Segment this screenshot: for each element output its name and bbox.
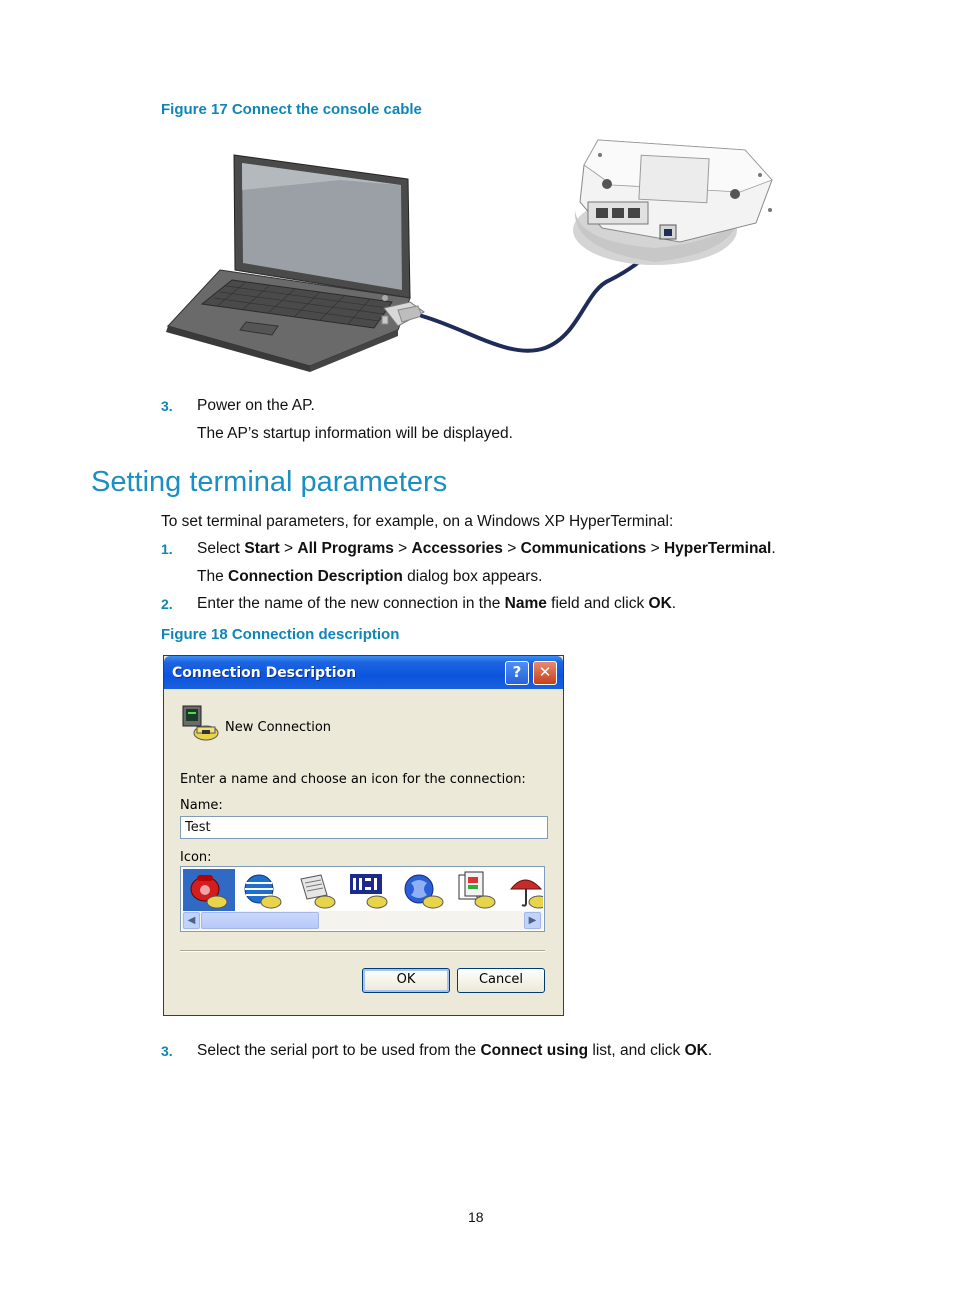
icon-option[interactable] [291, 869, 343, 911]
cancel-button[interactable]: Cancel [457, 968, 545, 993]
step-3-text: Power on the AP. [197, 397, 315, 414]
name-label: Name: [180, 798, 223, 813]
ge-globe-icon [399, 869, 451, 911]
console-cable-illustration [160, 130, 790, 375]
dialog-separator [180, 950, 545, 952]
step-2-text: Enter the name of the new connection in the Name field and click OK. [197, 595, 677, 612]
name-input[interactable]: Test [180, 816, 548, 839]
mail-icon [291, 869, 343, 911]
help-button[interactable]: ? [505, 661, 529, 685]
step-3b-number: 3. [161, 1043, 173, 1059]
phone-icon [183, 869, 235, 911]
scroll-thumb[interactable] [201, 912, 319, 929]
mci-icon [345, 869, 397, 911]
access-point-icon [573, 140, 772, 265]
section-intro: To set terminal parameters, for example, on a Windows XP HyperTerminal: [161, 513, 674, 530]
icon-option[interactable] [399, 869, 451, 911]
figure-17-caption: Figure 17 Connect the console cable [161, 101, 422, 118]
step-1-number: 1. [161, 541, 173, 557]
step-1-note: The Connection Description dialog box appears. [197, 568, 543, 585]
close-button[interactable]: ✕ [533, 661, 557, 685]
icon-option[interactable] [453, 869, 505, 911]
att-globe-icon [237, 869, 289, 911]
icon-option[interactable] [507, 869, 543, 911]
step-3-note: The AP’s startup information will be displayed. [197, 425, 513, 442]
ok-button[interactable]: OK [362, 968, 450, 993]
new-connection-label: New Connection [225, 720, 332, 735]
files-icon [453, 869, 505, 911]
laptop-icon [166, 155, 410, 372]
icon-option[interactable] [237, 869, 289, 911]
icon-option[interactable] [345, 869, 397, 911]
icon-option[interactable] [183, 869, 235, 911]
new-connection-icon [180, 703, 220, 743]
icon-list[interactable] [180, 866, 545, 932]
umbrella-icon [507, 869, 543, 911]
section-heading: Setting terminal parameters [91, 466, 448, 498]
dialog-title: Connection Description [172, 665, 357, 681]
icon-scrollbar[interactable] [182, 911, 543, 930]
step-3-number: 3. [161, 398, 173, 414]
step-2-number: 2. [161, 596, 173, 612]
step-3b-text: Select the serial port to be used from the Connect using list, and click OK. [197, 1042, 713, 1059]
figure-18-caption: Figure 18 Connection description [161, 626, 400, 643]
step-1-text: Select Start > All Programs > Accessories > Communications > HyperTerminal. [197, 540, 776, 557]
scroll-right-icon[interactable]: ▶ [524, 912, 541, 929]
connection-description-dialog [163, 655, 564, 1016]
scroll-left-icon[interactable]: ◀ [183, 912, 200, 929]
dialog-title-bar [164, 656, 563, 689]
icon-label: Icon: [180, 850, 212, 865]
instruction-text: Enter a name and choose an icon for the connection: [180, 772, 526, 787]
page-number: 18 [468, 1209, 484, 1225]
